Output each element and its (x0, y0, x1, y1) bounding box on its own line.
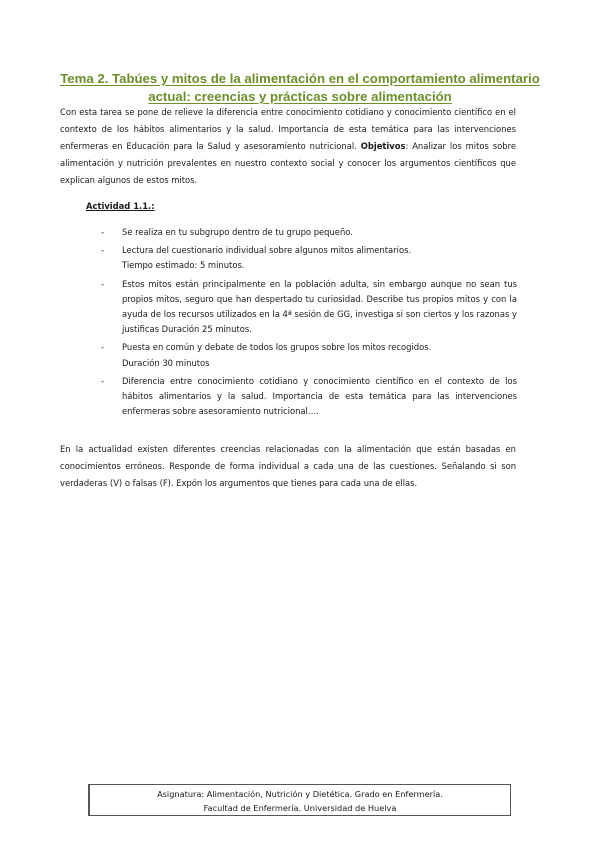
objetivos-label: Objetivos (360, 141, 406, 151)
activity-title-suffix: : (151, 201, 155, 211)
title-line-2: actual: creencias y prácticas sobre alimentación (148, 89, 452, 104)
title-line-1: Tema 2. Tabúes y mitos de la alimentación en el comportamiento alimentario (60, 71, 540, 86)
document-title (60, 70, 540, 106)
footer-line-1: Asignatura: Alimentación, Nutrición y Dietética. Grado en Enfermería. (157, 789, 443, 799)
list-item-text: Puesta en común y debate de todos los grupos sobre los mitos recogidos. (122, 342, 432, 353)
list-dash: - (101, 342, 105, 353)
list-dash: - (101, 227, 105, 237)
list-item-text: Se realiza en tu subgrupo dentro de tu grupo pequeño. (122, 227, 353, 237)
list-item-text: Estos mitos están principalmente en la población adulta, sin embargo aunque no sean tus propios mitos, seguro que han despertado tu curiosidad. Describe tus propios mitos y con la ayuda de los recursos utilizados en la 4ª sesión de GG, investiga si son ciertos y los razonas y justificas Duración 25 minutos. (122, 278, 517, 335)
objetivos-text: : Analizar los mitos sobre alimentación y nutrición prevalentes en nuestro contexto social y conocer los argumentos científicos que explican algunos de estos mitos. (60, 141, 516, 185)
list-item (103, 340, 517, 370)
list-item-extra: Duración 30 minutos (122, 357, 210, 368)
activity-title (86, 201, 155, 211)
list-item (103, 374, 517, 420)
list-dash: - (101, 245, 105, 256)
intro-text: Con esta tarea se pone de relieve la diferencia entre conocimiento cotidiano y conocimiento científico en el contexto de los hábitos alimentarios y la salud. Importancia de esta temática para las intervenciones enfermeras en Educación para la Salud y asesoramiento nutricional. (60, 107, 516, 151)
activity-list (103, 225, 517, 422)
closing-paragraph: En la actualidad existen diferentes creencias relacionadas con la alimentación que están basadas en conocimientos erróneos. Responde de forma individual a cada una de las cuestiones. Señalando si son verdaderas (V) o falsas (F). Expón los argumentos que tienes para cada una de ellas. (60, 444, 516, 488)
footer-line-2: Facultad de Enfermería. Universidad de Huelva (203, 803, 397, 813)
list-dash: - (101, 375, 105, 386)
intro-paragraph (60, 104, 516, 189)
list-item (103, 225, 517, 240)
list-item-text: Diferencia entre conocimiento cotidiano y conocimiento científico en el contexto de los hábitos alimentarios y la salud. Importancia de esta temática para las intervenciones enfermeras sobre asesoramiento nutricional…. (122, 375, 517, 417)
list-dash: - (101, 278, 105, 289)
activity-title-text: Actividad 1.1. (86, 201, 152, 211)
list-item (103, 277, 517, 338)
list-item (103, 243, 517, 273)
list-item-extra: Tiempo estimado: 5 minutos. (122, 260, 245, 271)
page-footer (88, 784, 511, 816)
list-item-text: Lectura del cuestionario individual sobre algunos mitos alimentarios. (122, 245, 412, 256)
